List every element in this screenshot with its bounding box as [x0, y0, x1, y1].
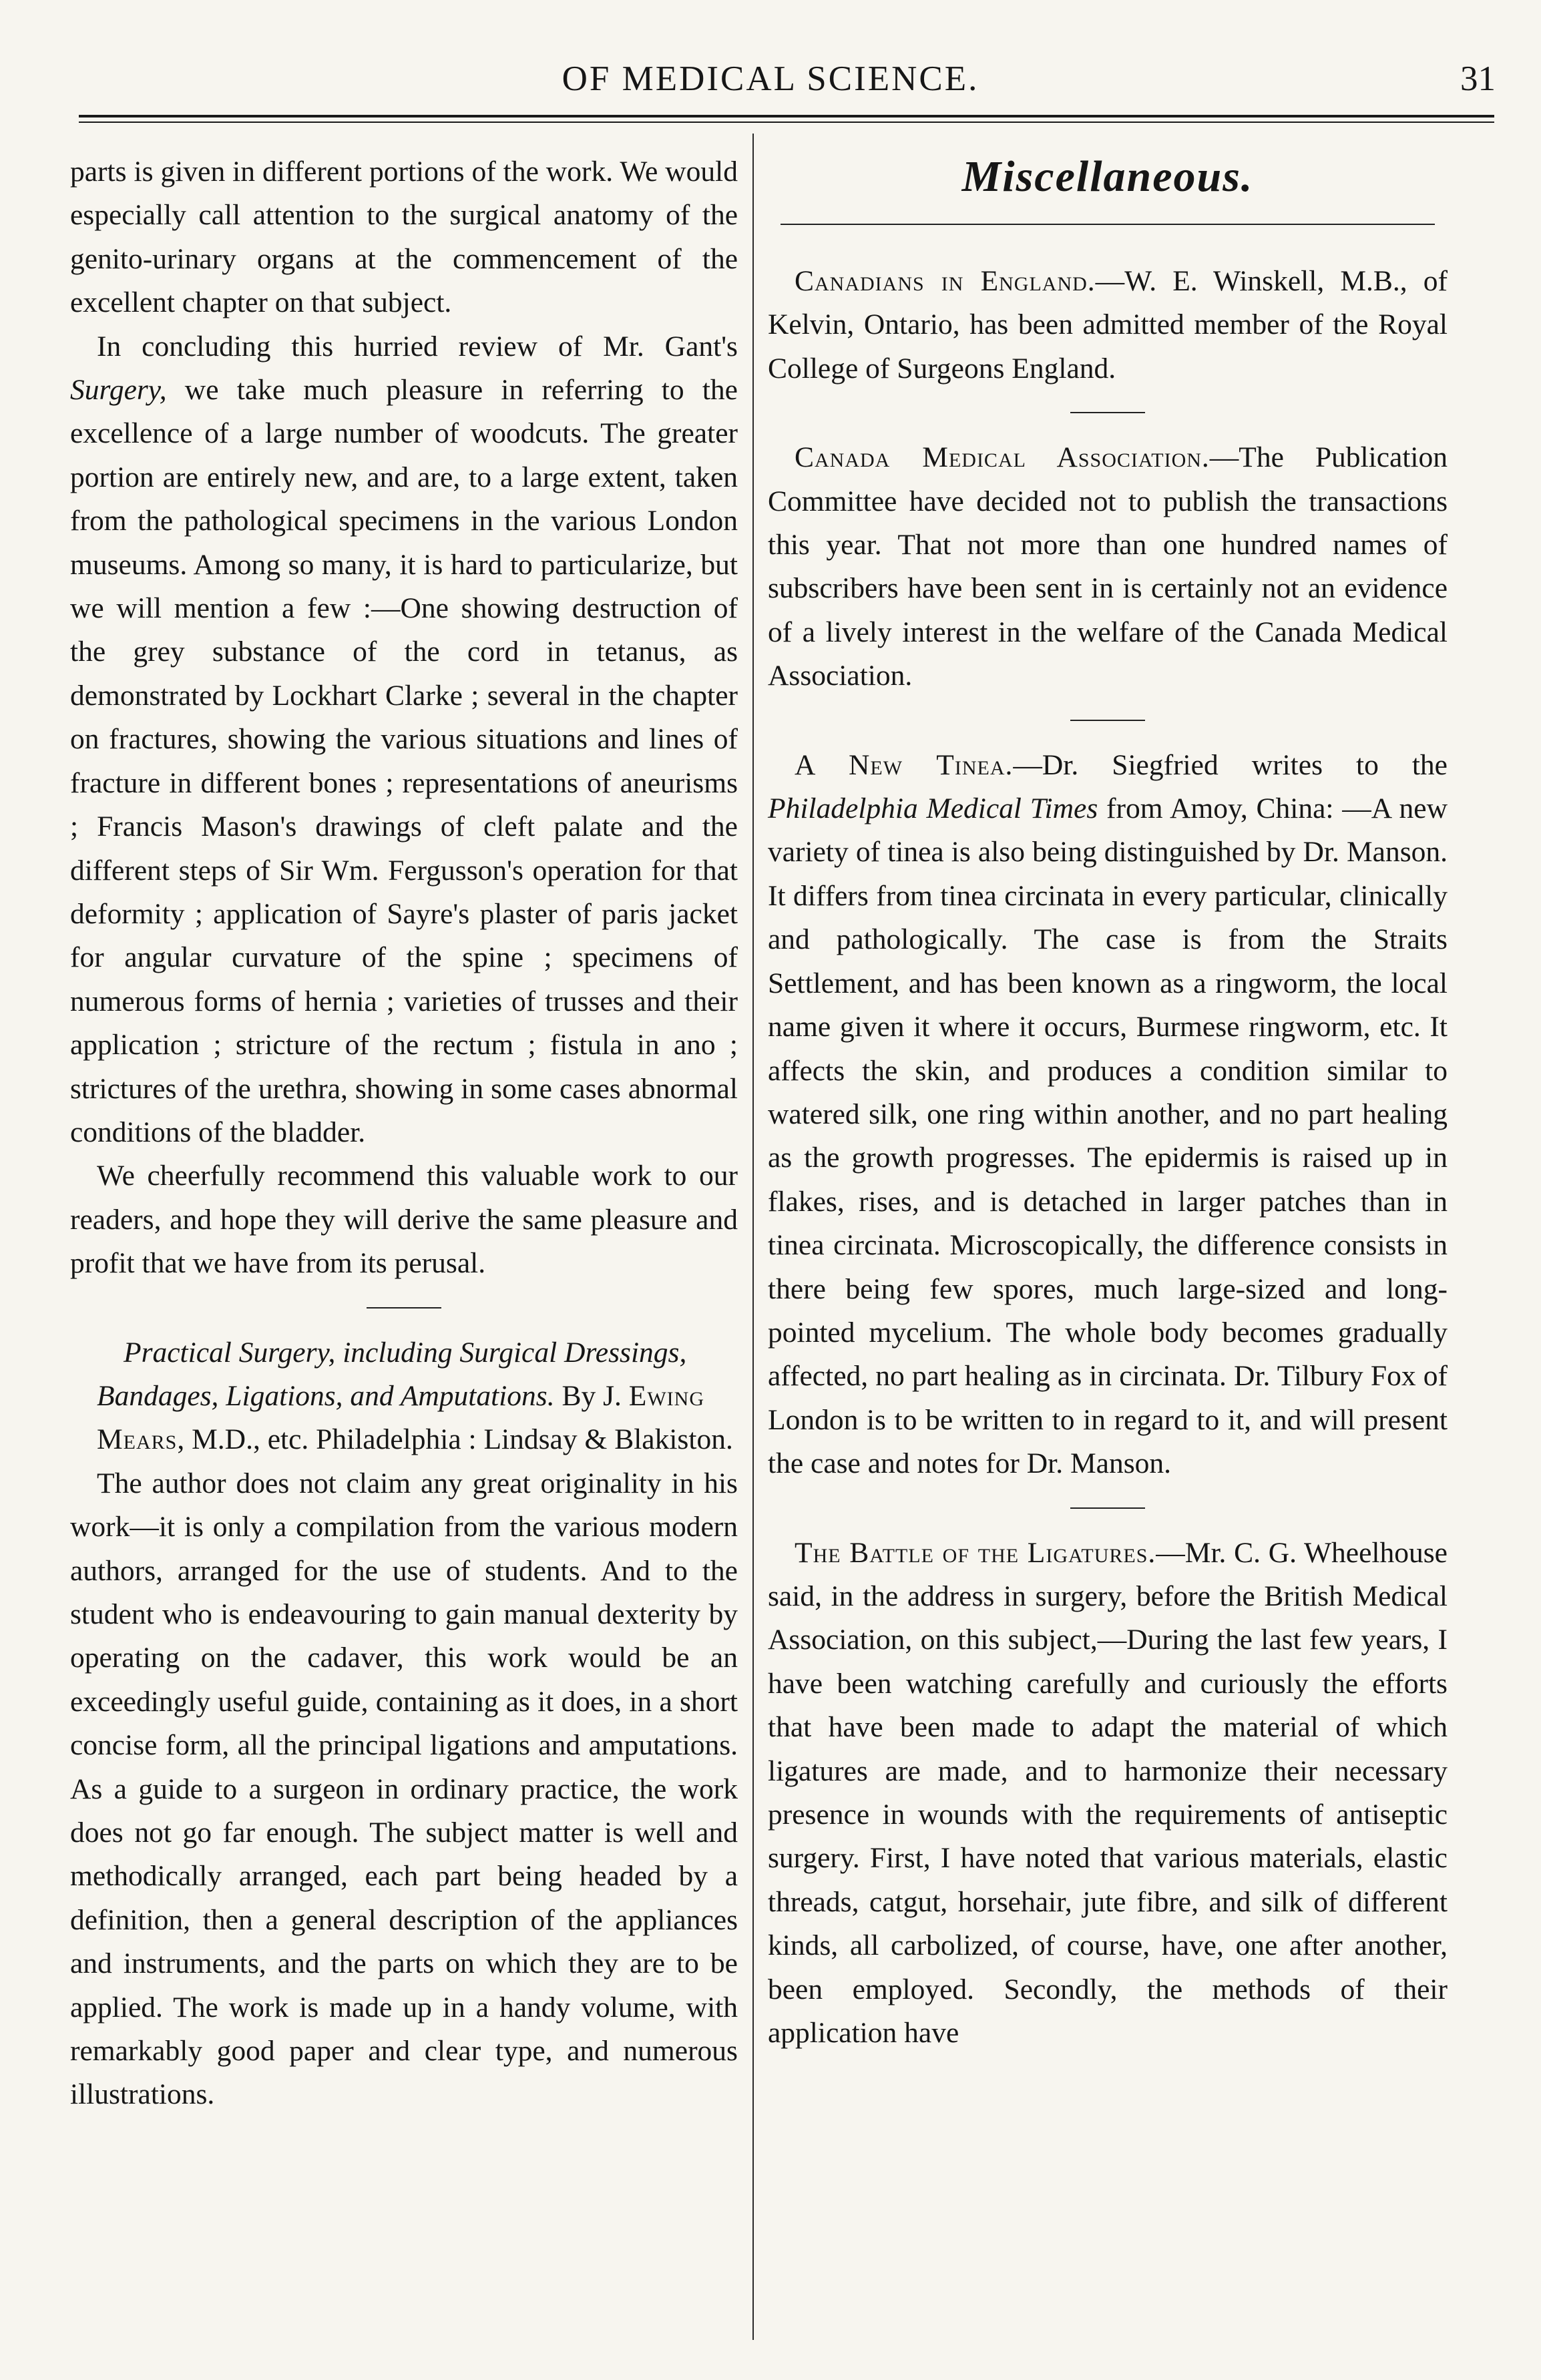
recommendation-paragraph: We cheerfully recommend this valuable work to our readers, and hope they will derive the same pleasure and profit that we have from its perusal. — [70, 1160, 738, 1280]
item-a-new-tinea: A New Tinea.—Dr. Siegfried writes to the Philadelphia Medical Times from Amoy, China: —A new variety of tinea is also being distinguished by Dr. Manson. It differs from tinea circinata in every particular, clinically and pathologically. The case is from the Straits Settlement, and has been known as a ringworm, the local name given it where it occurs, Burmese ringworm, etc. It affects the skin, and produces a condition similar to watered silk, one ring within another, and no part healing as the growth progresses. The epidermis is raised up in flakes, rises, and is detached in larger patches than in tinea circinata. Microscopically, the difference consists in there being few spores, much large-sized and long-pointed mycelium. The whole body becomes gradually affected, no part healing as in circinata. Dr. Tilbury Fox of London is to be written to in regard to it, and will present the case and notes for Dr. Manson. — [768, 748, 1448, 1480]
item-title: The Battle of the Ligatures. — [795, 1536, 1156, 1569]
header-rule-thin — [79, 122, 1494, 123]
section-rule — [367, 1307, 441, 1308]
left-column — [70, 150, 738, 2117]
section-rule — [1070, 412, 1145, 413]
section-rule — [1070, 720, 1145, 721]
item-title: A New Tinea. — [795, 748, 1014, 781]
book-review-heading: Practical Surgery, including Surgical Dressings, Bandages, Ligations, and Amputations. By J. Ewing Mears, M.D., etc. Philadelphia : Lindsay & Blakiston. — [97, 1336, 733, 1456]
review-continuation-paragraph: parts is given in different portions of the work. We would especially call attention to the surgical anatomy of the genito-urinary organs at the commencement of the excellent chapter on that subject. — [70, 156, 738, 319]
page-header — [0, 0, 1541, 134]
journal-title: Philadelphia Medical Times — [768, 792, 1098, 825]
item-title: Canadians in England. — [795, 265, 1096, 297]
author-name: Ewing Mears — [97, 1379, 704, 1456]
book-title-surgery: Surgery, — [70, 374, 167, 407]
section-rule — [1070, 1507, 1145, 1509]
item-battle-of-ligatures: The Battle of the Ligatures.—Mr. C. G. Wheelhouse said, in the address in surgery, before the British Medical Association, on this subject,—During the last few years, I have been watching carefully and curiously the efforts that have been made to adapt the material of which ligatures are made, and to harmonize their necessary presence in wounds with the requirements of antiseptic surgery. First, I have noted that various materials, elastic threads, catgut, horsehair, jute fibre, and silk of different kinds, all carbolized, of course, have, one after another, been employed. Secondly, the methods of their application have — [768, 1536, 1448, 2050]
column-divider — [752, 134, 754, 2340]
item-canada-medical-association: Canada Medical Association.—The Publication Committee have decided not to publish the transactions this year. That not more than one hundred names of subscribers have been sent in is certainly not an evidence of a lively interest in the welfare of the Canada Medical Association. — [768, 441, 1448, 692]
heading-rule — [781, 224, 1435, 225]
header-rule-thick — [79, 115, 1494, 117]
right-column — [768, 150, 1448, 2055]
woodcuts-paragraph: In concluding this hurried review of Mr. Gant's Surgery, we take much pleasure in referring to the excellence of a large number of woodcuts. The greater portion are entirely new, and are, to a large extent, taken from the pathological specimens in the various London museums. Among so many, it is hard to particularize, but we will mention a few :—One showing destruction of the grey substance of the cord in tetanus, as demonstrated by Lockhart Clarke ; several in the chapter on fractures, showing the various situations and lines of fracture in different bones ; representations of aneurisms ; Francis Mason's drawings of cleft palate and the different steps of Sir Wm. Fergusson's operation for that deformity ; application of Sayre's plaster of paris jacket for angular curvature of the spine ; specimens of numerous forms of hernia ; varieties of trusses and their application ; stricture of the rectum ; fistula in ano ; strictures of the urethra, showing in some cases abnormal conditions of the bladder. — [70, 330, 738, 1148]
item-title: Canada Medical Association. — [795, 441, 1210, 474]
page-number: 31 — [1460, 59, 1496, 98]
book-title: Practical Surgery, including Surgical Dressings, Bandages, Ligations, and Amputations. — [97, 1336, 687, 1412]
book-review-paragraph: The author does not claim any great originality in his work—it is only a compilation from the various modern authors, arranged for the use of students. And to the student who is endeavouring to gain manual dexterity by operating on the cadaver, this work would be an exceedingly useful guide, containing as it does, in a short concise form, all the principal ligations and amputations. As a guide to a surgeon in ordinary practice, the work does not go far enough. The subject matter is well and methodically arranged, each part being headed by a definition, then a general description of the appliances and instruments, and the parts on which they are to be applied. The work is made up in a handy volume, with remarkably good paper and clear type, and numerous illustrations. — [70, 1467, 738, 2111]
item-canadians-in-england: Canadians in England.—W. E. Winskell, M.B., of Kelvin, Ontario, has been admitted member of the Royal College of Surgeons England. — [768, 265, 1448, 385]
running-title: OF MEDICAL SCIENCE. — [562, 59, 979, 98]
miscellaneous-heading: Miscellaneous. — [961, 152, 1254, 201]
